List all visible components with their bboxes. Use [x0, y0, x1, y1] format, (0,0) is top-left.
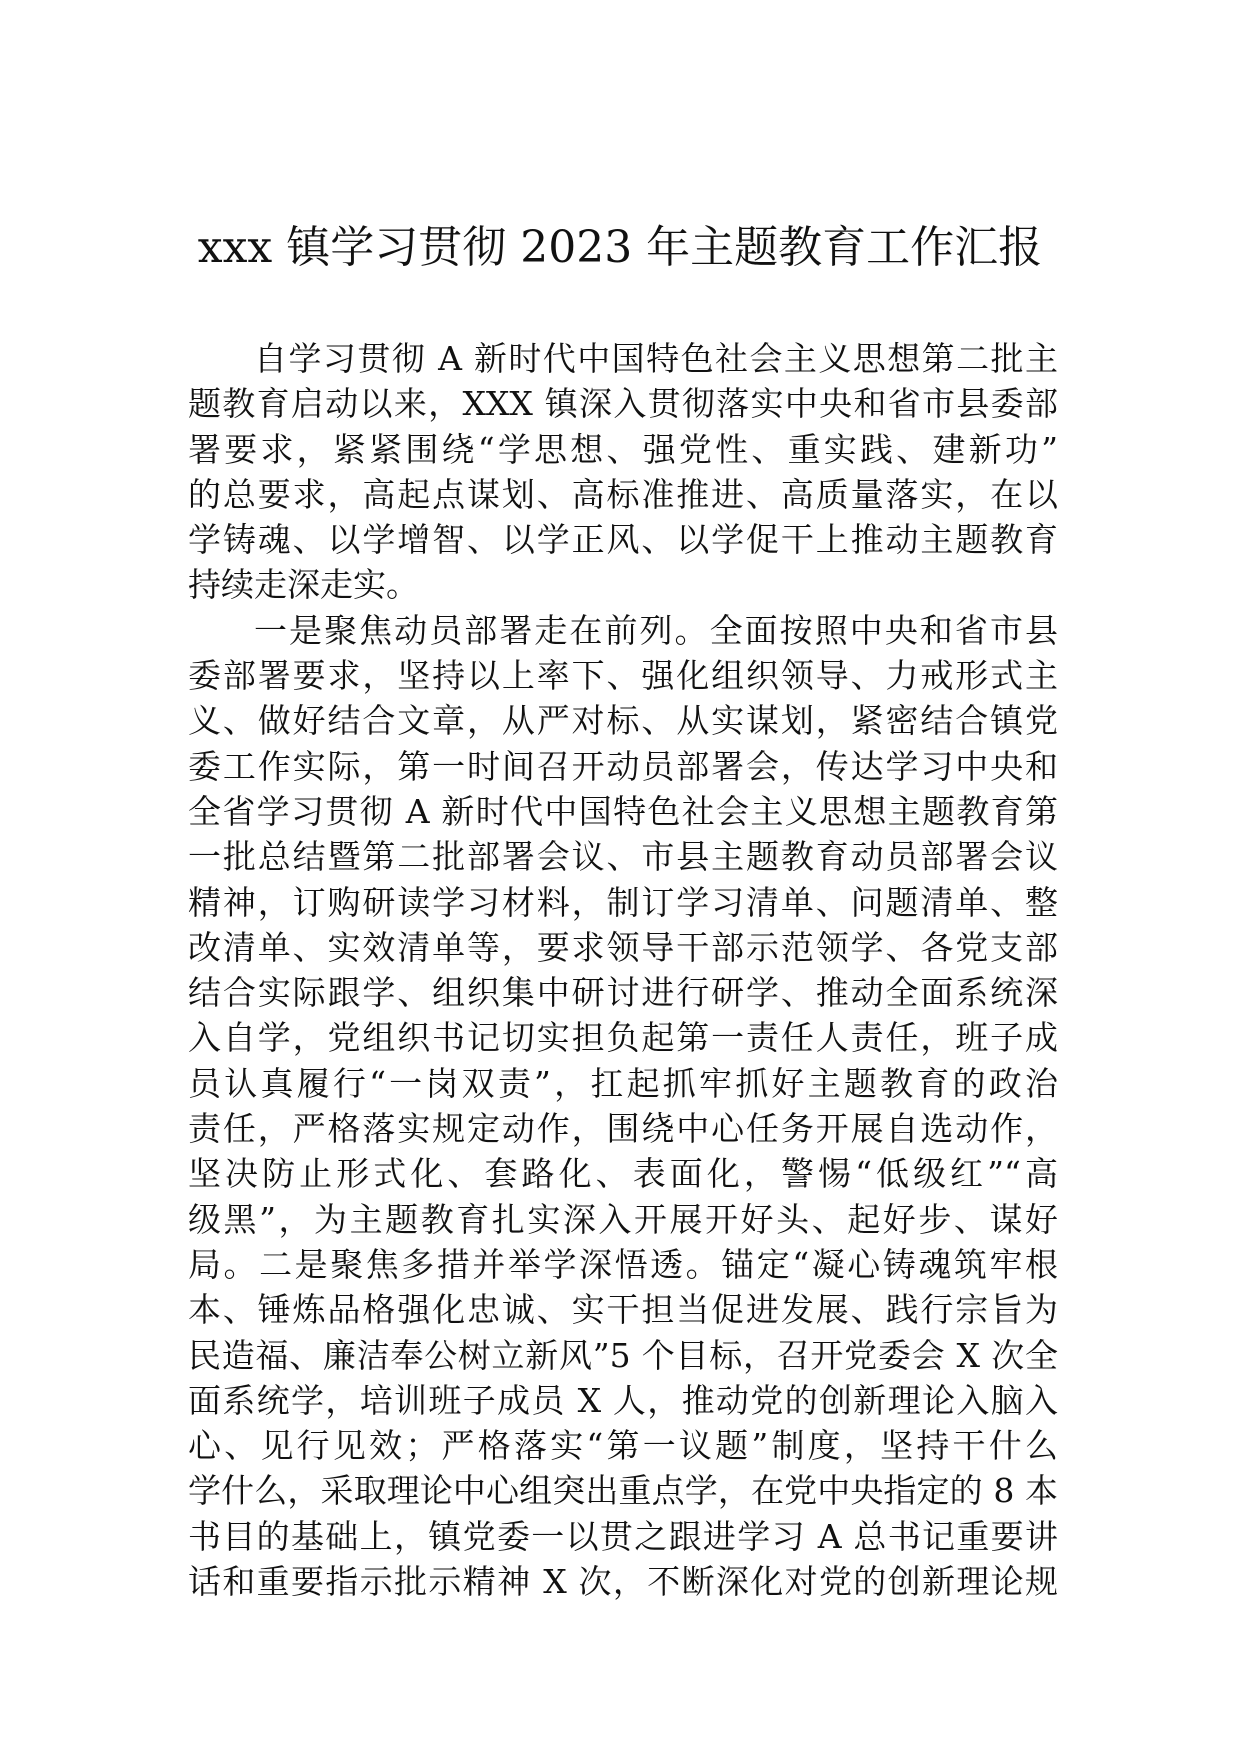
- paragraph-2-line-16: 本、锤炼品格强化忠诚、实干担当促进发展、践行宗旨为: [188, 1290, 1058, 1330]
- paragraph-2-line-12: 责任，严格落实规定动作，围绕中心任务开展自选动作，: [188, 1109, 1058, 1149]
- paragraph-2-line-7: 精神，订购研读学习材料，制订学习清单、问题清单、整: [188, 882, 1058, 922]
- paragraph-2-line-2: 委部署要求，坚持以上率下、强化组织领导、力戒形式主: [188, 656, 1058, 696]
- paragraph-2-line-13: 坚决防止形式化、套路化、表面化，警惕“低级红”“高: [188, 1154, 1058, 1194]
- paragraph-2-line-5: 全省学习贯彻 A 新时代中国特色社会主义思想主题教育第: [188, 791, 1058, 831]
- paragraph-2-line-11: 员认真履行“一岗双责”，扛起抓牢抓好主题教育的政治: [188, 1063, 1058, 1103]
- paragraph-2-line-9: 结合实际跟学、组织集中研讨进行研学、推动全面系统深: [188, 973, 1058, 1013]
- document-body: [188, 336, 1058, 1604]
- paragraph-1-line-2: 题教育启动以来，XXX 镇深入贯彻落实中央和省市县委部: [188, 384, 1058, 424]
- paragraph-2-line-18: 面系统学，培训班子成员 X 人，推动党的创新理论入脑入: [188, 1380, 1058, 1420]
- paragraph-2-line-17: 民造福、廉洁奉公树立新风”5 个目标，召开党委会 X 次全: [188, 1335, 1058, 1375]
- paragraph-2-line-22: 话和重要指示批示精神 X 次，不断深化对党的创新理论规: [188, 1562, 1058, 1602]
- document-title: xxx 镇学习贯彻 2023 年主题教育工作汇报: [197, 222, 1043, 273]
- paragraph-2-line-6: 一批总结暨第二批部署会议、市县主题教育动员部署会议: [188, 837, 1058, 877]
- paragraph-2-line-21: 书目的基础上，镇党委一以贯之跟进学习 A 总书记重要讲: [188, 1516, 1058, 1556]
- paragraph-1-line-5: 学铸魂、以学增智、以学正风、以学促干上推动主题教育: [188, 520, 1058, 560]
- paragraph-2-line-4: 委工作实际，第一时间召开动员部署会，传达学习中央和: [188, 746, 1058, 786]
- paragraph-1-line-4: 的总要求，高起点谋划、高标准推进、高质量落实，在以: [188, 474, 1058, 514]
- paragraph-2-line-20: 学什么，采取理论中心组突出重点学，在党中央指定的 8 本: [188, 1471, 1058, 1511]
- paragraph-2-line-19: 心、见行见效；严格落实“第一议题”制度，坚持干什么: [188, 1426, 1058, 1466]
- paragraph-1-line-6: 持续走深走实。: [188, 565, 419, 605]
- paragraph-2-line-10: 入自学，党组织书记切实担负起第一责任人责任，班子成: [188, 1018, 1058, 1058]
- paragraph-1-line-1: 自学习贯彻 A 新时代中国特色社会主义思想第二批主: [254, 339, 1058, 378]
- paragraph-2-line-15: 局。二是聚焦多措并举学深悟透。锚定“凝心铸魂筑牢根: [188, 1244, 1058, 1284]
- paragraph-2-line-8: 改清单、实效清单等，要求领导干部示范领学、各党支部: [188, 927, 1058, 967]
- paragraph-2-line-14: 级黑”，为主题教育扎实深入开展开好头、起好步、谋好: [188, 1199, 1058, 1239]
- paragraph-2-line-1: 一是聚焦动员部署走在前列。全面按照中央和省市县: [254, 610, 1058, 650]
- paragraph-2-line-3: 义、做好结合文章，从严对标、从实谋划，紧密结合镇党: [188, 701, 1058, 741]
- paragraph-1-line-3: 署要求，紧紧围绕“学思想、强党性、重实践、建新功”: [188, 429, 1058, 469]
